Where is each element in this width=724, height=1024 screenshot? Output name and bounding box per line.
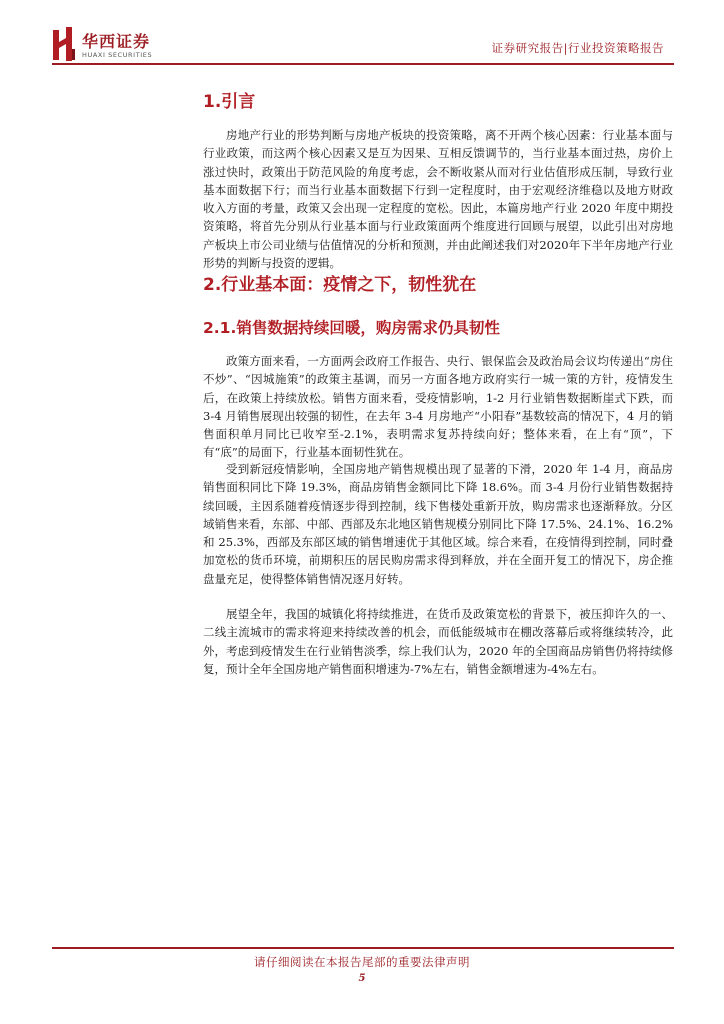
section-heading-fundamentals: 2.行业基本面：疫情之下，韧性犹在: [203, 275, 477, 295]
section-heading-intro: 1.引言: [203, 92, 256, 112]
page-number: 5: [358, 973, 366, 984]
logo-text-en: HUAXI SECURITIES: [82, 51, 153, 59]
huaxi-logo-icon: [52, 27, 76, 61]
sales-paragraph-1: 政策方面来看，一方面两会政府工作报告、央行、银保监会及政治局会议均传递出“房住不炒”、“因城施策”的政策主基调，而另一方面各地方政府实行一城一策的方针，疫情发生后，在政策上持续放松。销售方面来看，受疫情影响，1-2 月行业销售数据断崖式下跌，而 3-4 月销售展现出较强的韧性，在去年 3-4 月房地产“小阳春”基数较高的情况下，4 月的销售面积单月同比已收窄至-2.1%，表明需求复苏持续向好；整体来看，在上有“顶”，下有“底”的局面下，行业基本面韧性犹在。: [203, 354, 673, 460]
footer-divider: [52, 947, 674, 949]
header-divider: [52, 63, 674, 65]
sales-paragraph-2: 受到新冠疫情影响，全国房地产销售规模出现了显著的下滑，2020 年 1-4 月，商品房销售面积同比下降 19.3%，商品房销售金额同比下降 18.6%。而 3-4 月份行业销售数据持续回暖，主因系随着疫情逐步得到控制，线下售楼处重新开放，购房需求也逐渐释放。分区域销售来看，东部、中部、西部及东北地区销售规模分别同比下降 17.5%、24.1%、16.2%和 25.3%，西部及东部区域的销售增速优于其他区域。综合来看，在疫情得到控制，同时叠加宽松的货币环境，前期积压的居民购房需求得到释放，并在全面开复工的情况下，房企推盘量充足，使得整体销售情况逐月好转。: [203, 462, 673, 586]
intro-paragraph: 房地产行业的形势判断与房地产板块的投资策略，离不开两个核心因素：行业基本面与行业政策，而这两个核心因素又是互为因果、互相反馈调节的，当行业基本面过热，房价上涨过快时，政策出于防范风险的角度考虑，会不断收紧从而对行业估值形成压制，导致行业基本面数据下行；而当行业基本面数据下行到一定程度时，由于宏观经济维稳以及地方财政收入方面的考量，政策又会出现一定程度的宽松。因此，本篇房地产行业 2020 年度中期投资策略，将首先分别从行业基本面与行业政策面两个维度进行回顾与展望，以此引出对房地产板块上市公司业绩与估值情况的分析和预测，并由此阐述我们对2020年下半年房地产行业形势的判断与投资的逻辑。: [203, 128, 673, 271]
sales-paragraph-3: 展望全年，我国的城镇化将持续推进，在货币及政策宽松的背景下，被压抑许久的一、二线主流城市的需求将迎来持续改善的机会，而低能级城市在棚改落幕后或将继续转冷，此外，考虑到疫情发生在行业销售淡季，综上我们认为，2020 年的全国商品房销售仍将持续修复，预计全年全国房地产销售面积增速为-7%左右，销售金额增速为-4%左右。: [203, 607, 673, 676]
company-logo: [52, 27, 170, 63]
report-type-label: 证券研究报告|行业投资策略报告: [491, 41, 664, 55]
subsection-heading-sales: 2.1.销售数据持续回暖，购房需求仍具韧性: [203, 319, 500, 337]
legal-notice: 请仔细阅读在本报告尾部的重要法律声明: [254, 955, 470, 969]
page-header: [0, 0, 724, 70]
logo-text-cn: 华西证券: [82, 32, 151, 51]
